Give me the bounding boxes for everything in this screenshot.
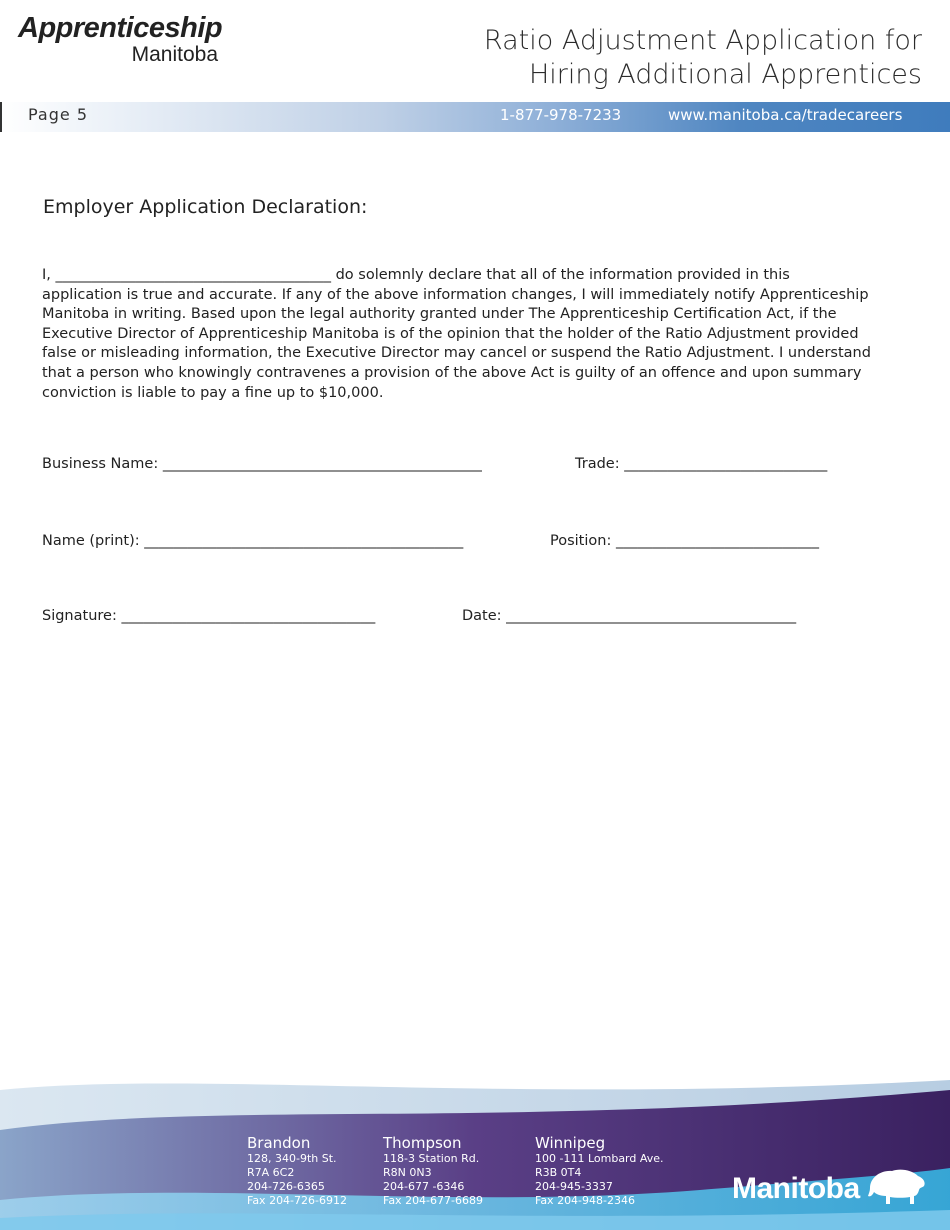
office-phone: 204-726-6365 <box>247 1180 325 1193</box>
declaration-line: application is true and accurate. If any of the above information changes, I will immediately notify Apprenticeship <box>42 286 869 303</box>
declaration-line: conviction is liable to pay a fine up to $10,000. <box>42 384 384 401</box>
office-fax: Fax 204-677-6689 <box>383 1194 483 1207</box>
declaration-line: that a person who knowingly contravenes a provision of the above Act is guilty of an offence and upon summary <box>42 364 862 381</box>
office-postal: R8N 0N3 <box>383 1166 432 1179</box>
signature-field[interactable]: Signature: ___________________________________ <box>42 608 376 624</box>
declaration-paragraph <box>42 266 912 403</box>
title-line-1: Ratio Adjustment Application for <box>483 25 922 56</box>
apprenticeship-manitoba-logo <box>18 12 228 66</box>
position-field[interactable]: Position: ____________________________ <box>550 533 819 549</box>
office-thompson <box>383 1134 483 1208</box>
office-brandon <box>247 1134 347 1208</box>
document-title <box>484 24 922 92</box>
office-city: Brandon <box>247 1134 311 1152</box>
section-heading: Employer Application Declaration: <box>43 196 368 218</box>
office-winnipeg <box>535 1134 664 1208</box>
declaration-line: Executive Director of Apprenticeship Manitoba is of the opinion that the holder of the Ratio Adjustment provided <box>42 325 859 342</box>
declaration-line: I, ______________________________________ do solemnly declare that all of the information provided in this <box>42 267 790 283</box>
office-phone: 204-945-3337 <box>535 1180 613 1193</box>
office-city: Thompson <box>383 1134 462 1152</box>
office-fax: Fax 204-726-6912 <box>247 1194 347 1207</box>
business-name-field[interactable]: Business Name: ____________________________________________ <box>42 456 482 472</box>
office-address: 118-3 Station Rd. <box>383 1152 480 1165</box>
office-fax: Fax 204-948-2346 <box>535 1194 635 1207</box>
office-address: 128, 340-9th St. <box>247 1152 337 1165</box>
page-number: Page 5 <box>28 105 88 124</box>
name-print-field[interactable]: Name (print): ____________________________________________ <box>42 533 464 549</box>
declaration-line: false or misleading information, the Executive Director may cancel or suspend the Ratio Adjustment. I understand <box>42 345 871 362</box>
trade-field[interactable]: Trade: ____________________________ <box>575 456 828 472</box>
band-divider <box>0 102 2 132</box>
office-city: Winnipeg <box>535 1134 606 1152</box>
manitoba-wordmark: Manitoba <box>732 1172 860 1205</box>
bison-icon <box>866 1166 928 1208</box>
office-phone: 204-677 -6346 <box>383 1180 465 1193</box>
phone-number: 1-877-978-7233 <box>500 106 622 124</box>
title-line-2: Hiring Additional Apprentices <box>528 59 922 90</box>
office-postal: R3B 0T4 <box>535 1166 582 1179</box>
office-postal: R7A 6C2 <box>247 1166 295 1179</box>
logo-bottom-text: Manitoba <box>131 43 218 66</box>
office-address: 100 -111 Lombard Ave. <box>535 1152 664 1165</box>
logo-top-text: Apprenticeship <box>18 12 223 44</box>
website-link[interactable]: www.manitoba.ca/tradecareers <box>668 106 903 124</box>
declaration-line: Manitoba in writing. Based upon the legal authority granted under The Apprenticeship Certification Act, if the <box>42 306 837 323</box>
date-field[interactable]: Date: ________________________________________ <box>462 608 797 624</box>
